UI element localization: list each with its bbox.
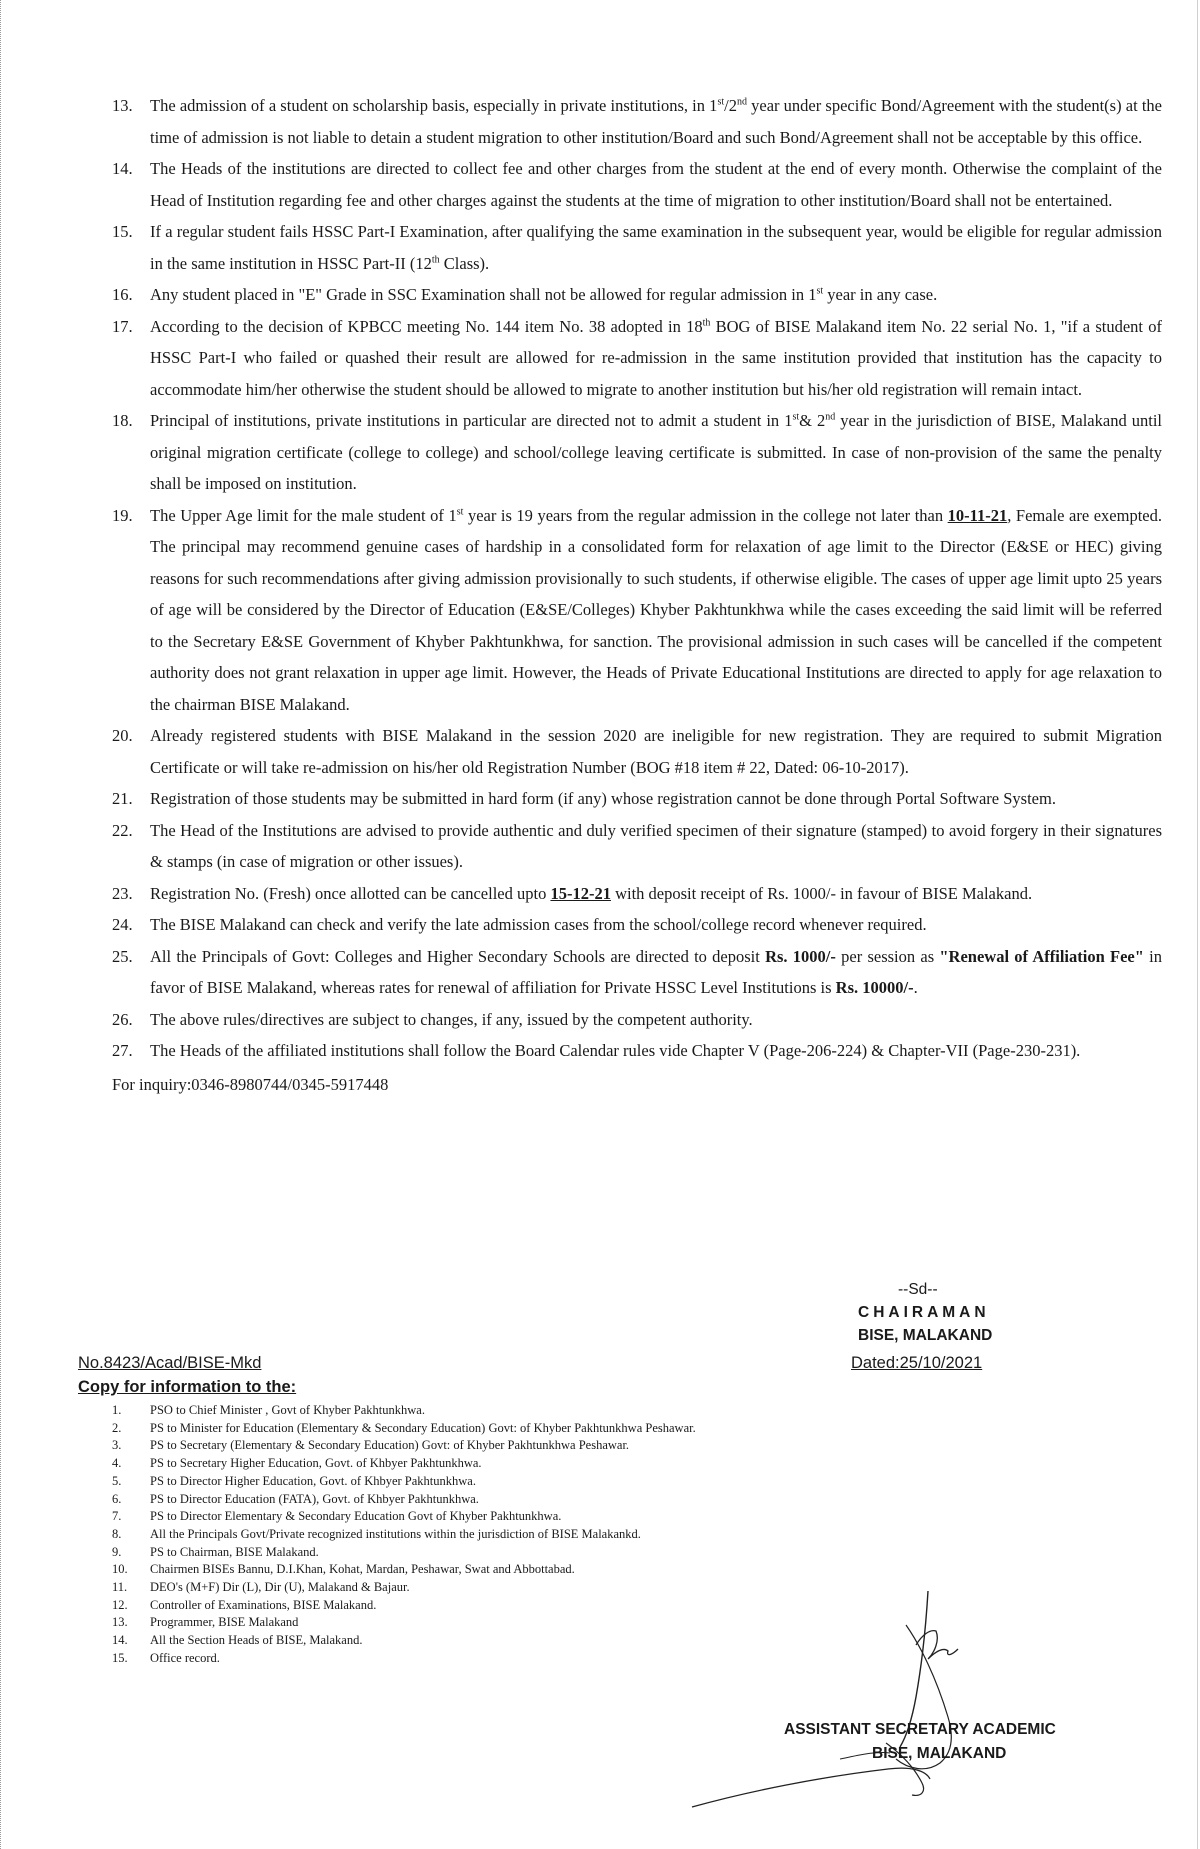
copy-recipient <box>112 1526 1012 1544</box>
copy-text: DEO's (M+F) Dir (L), Dir (U), Malakand & Bajaur. <box>150 1580 410 1595</box>
directive-number: 22. <box>112 820 133 840</box>
copy-text: PS to Secretary (Elementary & Secondary Education) Govt: of Khyber Pakhtunkhwa Peshawar. <box>150 1438 630 1453</box>
copy-number: 5. <box>112 1473 122 1488</box>
copy-text: Office record. <box>150 1650 220 1665</box>
signoff-org: BISE, MALAKAND <box>858 1327 993 1344</box>
directive-item <box>112 153 1162 216</box>
directive-number: 17. <box>112 316 133 336</box>
copy-number: 10. <box>112 1562 128 1577</box>
directive-item <box>112 1004 1162 1036</box>
directive-text: Registration No. (Fresh) once allotted can be cancelled upto 15-12-21 with deposit receipt of Rs. 1000/- in favour of BISE Malakand. <box>150 883 1033 903</box>
copy-text: PS to Director Elementary & Secondary Education Govt of Khyber Pakhtunkhwa. <box>150 1509 562 1524</box>
scan-border <box>1197 0 1198 1849</box>
directive-text: The above rules/directives are subject to changes, if any, issued by the competent authority. <box>150 1009 753 1029</box>
copy-number: 4. <box>112 1456 122 1471</box>
copy-recipient <box>112 1508 1012 1526</box>
copy-text: All the Section Heads of BISE, Malakand. <box>150 1633 363 1648</box>
directives-list <box>112 90 1162 1067</box>
directive-item <box>112 500 1162 721</box>
copy-title: Copy for information to the: <box>78 1378 297 1396</box>
assistant-org: BISE, MALAKAND <box>872 1745 1007 1762</box>
handwritten-signature <box>690 1585 1100 1845</box>
directive-item <box>112 1035 1162 1067</box>
directive-number: 14. <box>112 159 133 178</box>
directive-item <box>112 878 1162 910</box>
copy-number: 11. <box>112 1580 128 1595</box>
directive-text: According to the decision of KPBCC meeting No. 144 item No. 38 adopted in 18th BOG of BISE Malakand item No. 22 serial No. 1, "if a student of HSSC Part-I who failed or quashed their result are allowed for re-admission in the same institution provided that institution has the capacity to accommodate him/her otherwise the student should be allowed to migrate to another institution but his/her old registration will remain intact. <box>150 316 1162 399</box>
copy-recipient <box>112 1473 1012 1491</box>
copy-number: 6. <box>112 1491 122 1506</box>
directive-text: The admission of a student on scholarship basis, especially in private institutions, in 1st/2nd year under specific Bond/Agreement with the student(s) at the time of admission is not liable to detain a student migration to other institution/Board and such Bond/Agreement shall not be acceptable by this office. <box>150 96 1162 147</box>
copy-recipient <box>112 1544 1012 1562</box>
assistant-secretary-block <box>784 1718 1056 1766</box>
directive-text: Registration of those students may be submitted in hard form (if any) whose registration cannot be done through Portal Software System. <box>150 789 1056 808</box>
directive-text: If a regular student fails HSSC Part-I Examination, after qualifying the same examination in the subsequent year, would be eligible for regular admission in the same institution in HSSC Part-II (12th Class). <box>150 222 1162 273</box>
copy-text: Chairmen BISEs Bannu, D.I.Khan, Kohat, Mardan, Peshawar, Swat and Abbottabad. <box>150 1562 575 1577</box>
directive-number: 23. <box>112 883 133 903</box>
copy-number: 12. <box>112 1597 128 1612</box>
directive-text: The Heads of the institutions are directed to collect fee and other charges from the student at the end of every month. Otherwise the complaint of the Head of Institution regarding fee and other charges against the students at the time of migration to other institution/Board shall not be entertained. <box>150 159 1162 210</box>
copy-number: 2. <box>112 1420 122 1435</box>
directive-number: 19. <box>112 505 133 525</box>
copy-text: Controller of Examinations, BISE Malakand. <box>150 1597 377 1612</box>
signed-mark: --Sd-- <box>898 1281 938 1298</box>
assistant-title: ASSISTANT SECRETARY ACADEMIC <box>784 1721 1056 1738</box>
directive-item <box>112 720 1162 783</box>
copy-text: PS to Minister for Education (Elementary & Secondary Education) Govt: of Khyber Pakhtunkhwa Peshawar. <box>150 1420 696 1435</box>
directive-number: 21. <box>112 789 133 808</box>
directive-item <box>112 216 1162 279</box>
directive-number: 13. <box>112 96 133 115</box>
copy-number: 9. <box>112 1544 122 1559</box>
copy-number: 15. <box>112 1650 128 1665</box>
directive-item <box>112 405 1162 500</box>
directive-number: 25. <box>112 946 133 966</box>
copy-text: Programmer, BISE Malakand <box>150 1615 299 1630</box>
directive-number: 16. <box>112 285 133 304</box>
copy-number: 1. <box>112 1403 122 1417</box>
copy-text: All the Principals Govt/Private recognized institutions within the jurisdiction of BISE Malakankd. <box>150 1526 641 1541</box>
copy-number: 3. <box>112 1438 122 1453</box>
directive-number: 27. <box>112 1041 133 1060</box>
directive-text: The Upper Age limit for the male student of 1st year is 19 years from the regular admission in the college not later than 10-11-21, Female are exempted. The principal may recommend genuine cases of hardship in a consolidated form for relaxation of age limit to the Director (E&SE or HEC) giving reasons for such recommendations after giving admission provisionally to such students, if otherwise eligible. The cases of upper age limit upto 25 years of age will be considered by the Director of Education (E&SE/Colleges) Khyber Pakhtunkhwa while the cases exceeding the said limit will be referred to the Secretary E&SE Government of Khyber Pakhtunkhwa, for sanction. The provisional admission in such cases will be cancelled if the competent authority does not grant relaxation in upper age limit. However, the Heads of Private Educational Institutions are directed to apply for age relaxation to the chairman BISE Malakand. <box>150 505 1162 714</box>
copy-recipient <box>112 1561 1012 1579</box>
directive-item <box>112 909 1162 941</box>
inquiry-line: For inquiry:0346-8980744/0345-5917448 <box>112 1074 389 1094</box>
directive-item <box>112 90 1162 153</box>
directive-number: 20. <box>112 726 133 745</box>
copy-recipient <box>112 1437 1012 1455</box>
copy-number: 14. <box>112 1633 128 1648</box>
copy-text: PS to Director Higher Education, Govt. of Khbyer Pakhtunkhwa. <box>150 1473 476 1488</box>
copy-text: PS to Secretary Higher Education, Govt. of Khbyer Pakhtunkhwa. <box>150 1456 482 1471</box>
directive-text: The Head of the Institutions are advised to provide authentic and duly verified specimen of their signature (stamped) to avoid forgery in their signatures & stamps (in case of migration or other issues). <box>150 820 1162 871</box>
copy-number: 7. <box>112 1509 122 1524</box>
copy-text: PSO to Chief Minister , Govt of Khyber Pakhtunkhwa. <box>150 1403 425 1417</box>
copy-recipient <box>112 1402 1012 1420</box>
directive-text: Already registered students with BISE Malakand in the session 2020 are ineligible for new registration. They are required to submit Migration Certificate or will take re-admission on his/her old Registration Number (BOG #18 item # 22, Dated: 06-10-2017). <box>150 726 1162 777</box>
directive-item <box>112 783 1162 815</box>
directive-text: Principal of institutions, private institutions in particular are directed not to admit a student in 1st& 2nd year in the jurisdiction of BISE, Malakand until original migration certificate (college to college) and school/college leaving certificate is submitted. In case of non-provision of the same the penalty shall be imposed on institution. <box>150 411 1162 493</box>
document-body <box>112 90 1162 1100</box>
chairman-signoff <box>858 1278 992 1347</box>
directive-item <box>112 941 1162 1004</box>
reference-line <box>78 1354 1018 1373</box>
directive-text: All the Principals of Govt: Colleges and Higher Secondary Schools are directed to deposit Rs. 1000/- per session as "Renewal of Affiliation Fee" in favor of BISE Malakand, whereas rates for renewal of affiliation for Private HSSC Level Institutions is Rs. 10000/-. <box>150 946 1162 997</box>
directive-number: 15. <box>112 222 133 241</box>
copy-number: 13. <box>112 1615 128 1630</box>
directive-text: The Heads of the affiliated institutions shall follow the Board Calendar rules vide Chapter V (Page-206-224) & Chapter-VII (Page-230-231). <box>150 1041 1081 1060</box>
copy-text: PS to Director Education (FATA), Govt. of Khbyer Pakhtunkhwa. <box>150 1491 479 1506</box>
reference-number: No.8423/Acad/BISE-Mkd <box>78 1354 262 1372</box>
copy-number: 8. <box>112 1526 122 1541</box>
copy-recipient <box>112 1491 1012 1509</box>
directive-number: 18. <box>112 411 133 430</box>
directive-item <box>112 279 1162 311</box>
reference-date: Dated:25/10/2021 <box>851 1354 983 1372</box>
directive-item <box>112 311 1162 406</box>
directive-text: Any student placed in "E" Grade in SSC Examination shall not be allowed for regular admission in 1st year in any case. <box>150 285 938 304</box>
copy-recipient <box>112 1420 1012 1438</box>
scan-edge <box>0 0 7 1849</box>
copy-recipient <box>112 1455 1012 1473</box>
directive-item <box>112 815 1162 878</box>
directive-text: The BISE Malakand can check and verify the late admission cases from the school/college record whenever required. <box>150 915 927 934</box>
signoff-title: CHAIRAMAN <box>858 1304 990 1321</box>
directive-number: 26. <box>112 1009 133 1029</box>
copy-text: PS to Chairman, BISE Malakand. <box>150 1544 319 1559</box>
directive-number: 24. <box>112 915 133 934</box>
